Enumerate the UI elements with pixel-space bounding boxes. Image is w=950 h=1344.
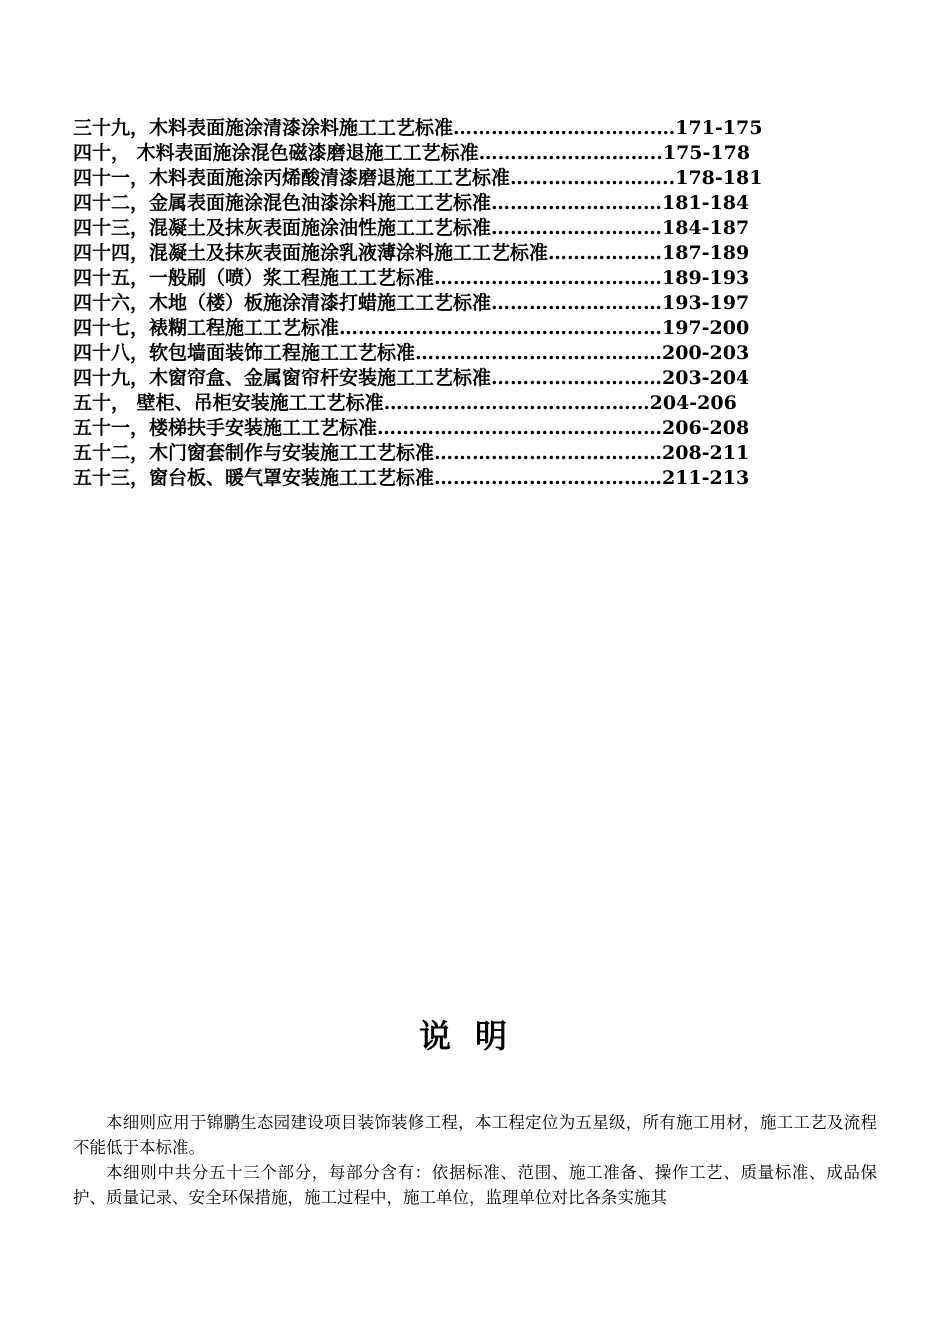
toc-entry-40: 四十， 木料表面施涂混色磁漆磨退施工工艺标准………………………..175-178: [73, 142, 751, 164]
toc-entry-44: 四十四，混凝土及抹灰表面施涂乳液薄涂料施工工艺标准………………187-189: [73, 242, 750, 264]
paragraph: 本细则中共分五十三个部分，每部分含有：依据标准、范围、施工准备、操作工艺、质量标准、成品保护、质量记录、安全环保措施，施工过程中，施工单位，监理单位对比各条实施其: [73, 1163, 877, 1207]
toc-entry-53: 五十三，窗台板、暖气罩安装施工工艺标准………………………………211-213: [73, 467, 750, 489]
paragraph: 本细则应用于锦鹏生态园建设项目装饰装修工程，本工程定位为五星级，所有施工用材，施工工艺及流程不能低于本标准。: [73, 1113, 877, 1157]
section-heading: 说明: [418, 1017, 531, 1055]
toc-entry-42: 四十二，金属表面施涂混色油漆涂料施工工艺标准………………………181-184: [73, 192, 750, 214]
toc-entry-45: 四十五，一般刷（喷）浆工程施工工艺标准………………………………189-193: [73, 267, 750, 289]
toc-entry-41: 四十一，木料表面施涂丙烯酸清漆磨退施工工艺标准……………………..178-181: [73, 167, 763, 189]
toc-entry-50: 五十， 壁柜、吊柜安装施工工艺标准……………………………………204-206: [73, 392, 737, 414]
toc-entry-52: 五十二，木门窗套制作与安装施工工艺标准………………………………208-211: [73, 442, 750, 464]
section-body: [73, 1110, 877, 1210]
toc-entry-39: 三十九，木料表面施涂清漆涂料施工工艺标准…………………………..…171-175: [73, 117, 763, 139]
table-of-contents: [73, 116, 873, 491]
toc-entry-46: 四十六，木地（楼）板施涂清漆打蜡施工工艺标准………………………193-197: [73, 292, 750, 314]
toc-entry-47: 四十七，裱糊工程施工工艺标准……………………………………………197-200: [73, 317, 750, 339]
toc-entry-48: 四十八，软包墙面装饰工程施工工艺标准…………………………………200-203: [73, 342, 750, 364]
toc-entry-43: 四十三，混凝土及抹灰表面施涂油性施工工艺标准………………………184-187: [73, 217, 750, 239]
toc-entry-51: 五十一，楼梯扶手安装施工工艺标准………………………………………206-208: [73, 417, 750, 439]
toc-entry-49: 四十九，木窗帘盒、金属窗帘杆安装施工工艺标准………………………203-204: [73, 367, 750, 389]
